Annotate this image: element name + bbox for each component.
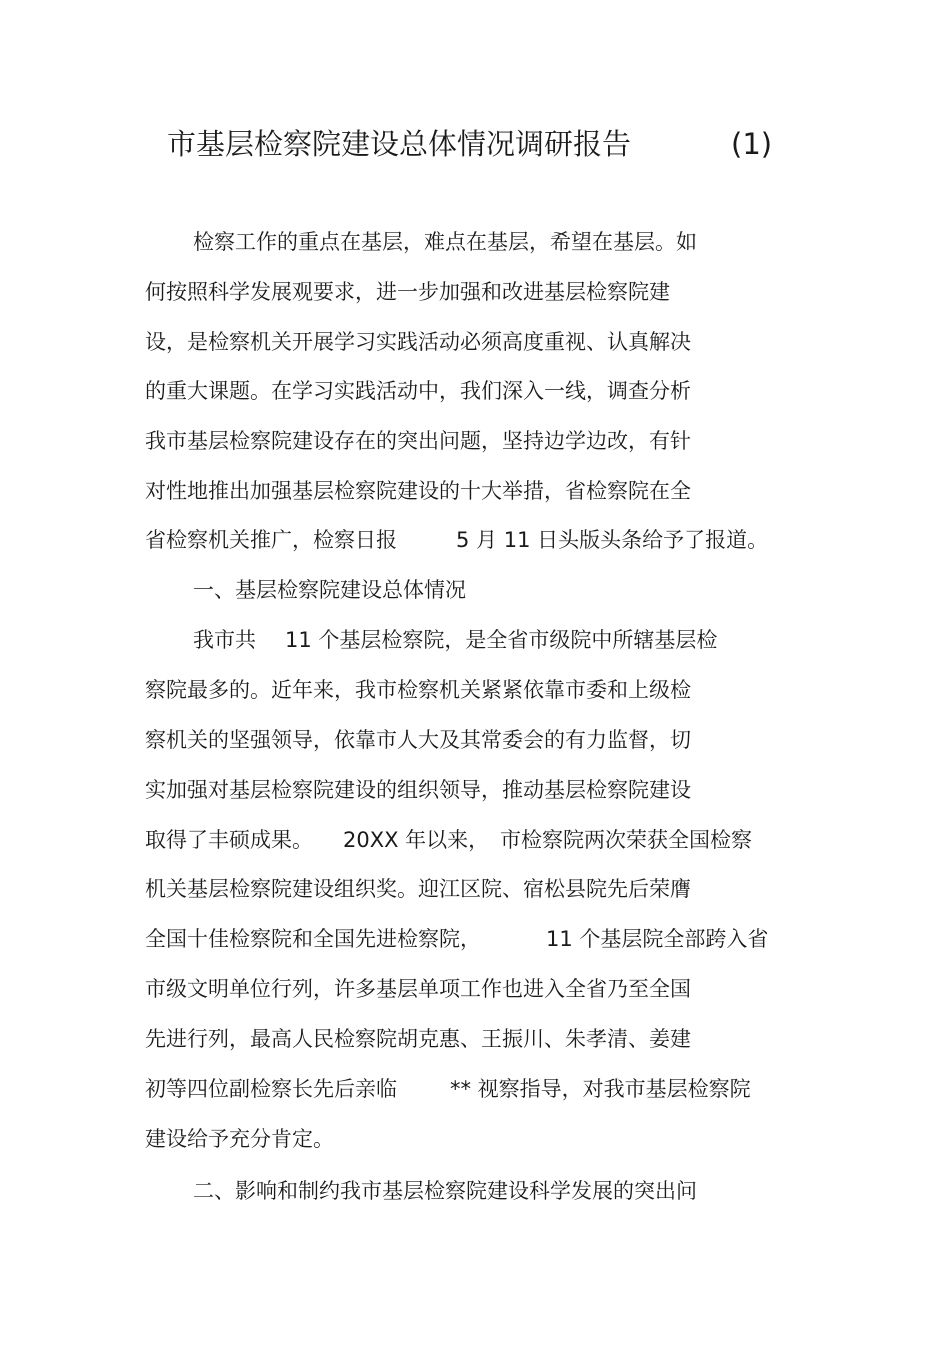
- line-text: 初等四位副检察长先后亲临: [145, 1077, 397, 1101]
- line-text: 市级文明单位行列，许多基层单项工作也进入全省乃至全国: [145, 977, 691, 1001]
- line-text: 实加强对基层检察院建设的组织领导，推动基层检察院建设: [145, 778, 691, 802]
- document-title: [0, 122, 950, 166]
- line-text: 市检察院两次荣获全国检察: [500, 828, 752, 852]
- body-line: [0, 277, 950, 307]
- body-line: [0, 725, 950, 755]
- body-line: [0, 376, 950, 406]
- title-text: 市基层检察院建设总体情况调研报告: [167, 127, 632, 161]
- body-line: [0, 924, 950, 954]
- line-text: 全国十佳检察院和全国先进检察院，: [145, 927, 481, 951]
- line-text: 我市共: [193, 628, 256, 652]
- line-text: 二、影响和制约我市基层检察院建设科学发展的突出问: [193, 1179, 697, 1203]
- line-text: 机关基层检察院建设组织奖。迎江区院、宿松县院先后荣膺: [145, 877, 691, 901]
- line-text: 20XX 年以来，: [343, 828, 490, 852]
- line-text: 先进行列，最高人民检察院胡克惠、王振川、朱孝清、姜建: [145, 1027, 691, 1051]
- body-line: [0, 426, 950, 456]
- body-line: [0, 327, 950, 357]
- line-text: 检察工作的重点在基层，难点在基层，希望在基层。如: [193, 230, 697, 254]
- line-text: 取得了丰硕成果。: [145, 828, 313, 852]
- body-line: [0, 974, 950, 1004]
- section-heading: [0, 575, 950, 605]
- line-text: 11 个基层检察院，是全省市级院中所辖基层检: [285, 628, 718, 652]
- line-text: 5 月 11 日头版头条给予了报道。: [456, 528, 769, 552]
- body-line: [0, 825, 950, 855]
- line-text: 建设给予充分肯定。: [145, 1127, 334, 1151]
- body-line: [0, 874, 950, 904]
- line-text: 察院最多的。近年来，我市检察机关紧紧依靠市委和上级检: [145, 678, 691, 702]
- body-line: [0, 775, 950, 805]
- line-text: 省检察机关推广，检察日报: [145, 528, 397, 552]
- line-text: 11 个基层院全部跨入省: [546, 927, 769, 951]
- line-text: ** 视察指导，对我市基层检察院: [450, 1077, 751, 1101]
- line-text: 我市基层检察院建设存在的突出问题，坚持边学边改，有针: [145, 429, 691, 453]
- line-text: 何按照科学发展观要求，进一步加强和改进基层检察院建: [145, 280, 670, 304]
- line-text: 察机关的坚强领导，依靠市人大及其常委会的有力监督，切: [145, 728, 691, 752]
- line-text: 设，是检察机关开展学习实践活动必须高度重视、认真解决: [145, 330, 691, 354]
- section-heading: [0, 1176, 950, 1206]
- title-number: (1): [731, 127, 773, 161]
- body-line: [0, 1124, 950, 1154]
- body-line: [0, 1074, 950, 1104]
- line-text: 一、基层检察院建设总体情况: [193, 578, 466, 602]
- body-line: [0, 625, 950, 655]
- line-text: 对性地推出加强基层检察院建设的十大举措，省检察院在全: [145, 479, 691, 503]
- line-text: 的重大课题。在学习实践活动中，我们深入一线，调查分析: [145, 379, 691, 403]
- body-line: [0, 1024, 950, 1054]
- body-line: [0, 476, 950, 506]
- body-line: [0, 675, 950, 705]
- body-line: [0, 525, 950, 555]
- body-line: [0, 227, 950, 257]
